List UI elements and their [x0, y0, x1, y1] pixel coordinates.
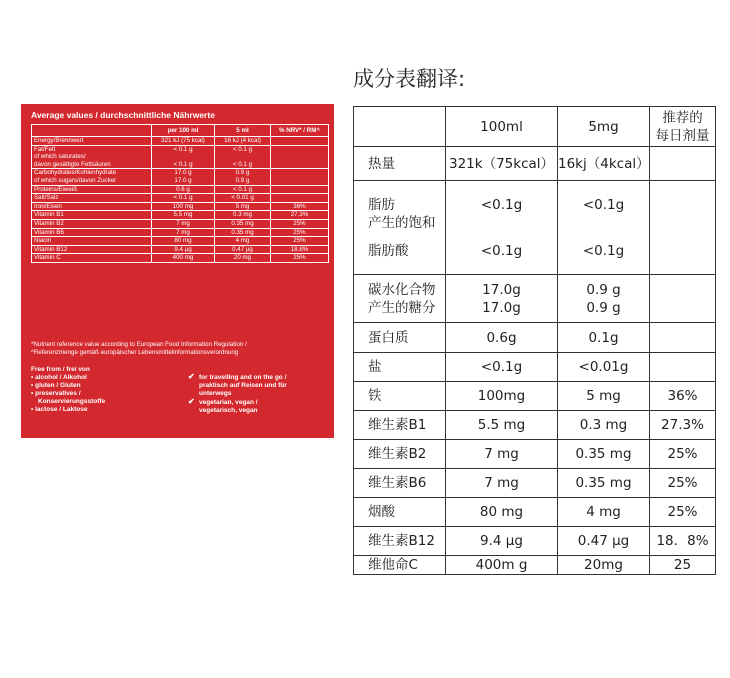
free-from-title: Free from / frei von — [31, 366, 90, 373]
cell-line: Energy/Brennwert — [34, 137, 84, 144]
cell-line — [273, 177, 326, 185]
cell-line: 25% — [667, 475, 698, 491]
cell-line: 25% — [667, 504, 698, 520]
label-footnotes — [31, 341, 247, 357]
cell-line: 盐 — [368, 359, 382, 375]
label-value-100ml — [152, 185, 215, 194]
free-from-item: • gluten / Gluten — [31, 382, 105, 390]
cell-line — [650, 155, 715, 173]
translation-value-100ml — [446, 411, 558, 440]
cell-line: 25% — [293, 254, 306, 262]
cell-line: Iron/Eisen — [34, 202, 62, 210]
translation-item-name — [354, 382, 446, 411]
cell-line: 热量 — [368, 155, 395, 172]
cell-line: Proteins/Eiweiß — [34, 185, 77, 193]
cell-line: 80 mg — [174, 237, 192, 245]
translation-row — [354, 498, 716, 527]
cell-line: 0.35 mg — [231, 219, 254, 227]
translation-item-name — [354, 323, 446, 353]
translation-value-100ml — [446, 469, 558, 498]
translation-daily-dose — [650, 107, 716, 147]
label-value-5ml — [215, 145, 271, 169]
cell-line: 400 mg — [172, 254, 194, 262]
translation-daily-dose — [650, 275, 716, 323]
translation-value-5mg — [558, 275, 650, 323]
label-value-5ml — [215, 185, 271, 194]
label-nrv — [271, 145, 329, 169]
translation-daily-dose — [650, 411, 716, 440]
translation-value-100ml — [446, 275, 558, 323]
cell-line — [368, 118, 445, 136]
cell-line: 100 mg — [172, 202, 194, 210]
claim-line: unterwegs — [199, 390, 232, 397]
translation-value-5mg — [558, 440, 650, 469]
cell-line: 36% — [667, 388, 698, 404]
translation-item-name — [354, 107, 446, 147]
label-header-cell: % NRV* / RM^ — [271, 125, 329, 137]
translation-value-5mg — [558, 469, 650, 498]
label-row — [32, 185, 329, 194]
cell-line: Vitamin B6 — [34, 228, 64, 236]
translation-item-name — [354, 556, 446, 575]
label-value-100ml — [152, 254, 215, 263]
label-nutrient-name — [32, 145, 152, 169]
label-row — [32, 145, 329, 169]
label-value-5ml — [215, 137, 271, 146]
free-from-item: • alcohol / Alkohol — [31, 374, 105, 382]
translation-value-100ml — [446, 147, 558, 181]
cell-line: < 0.1 g — [173, 145, 193, 153]
cell-line: 100mg — [477, 388, 526, 404]
label-row — [32, 245, 329, 254]
translation-daily-dose — [650, 556, 716, 575]
cell-line: 脂肪 — [368, 196, 395, 213]
translation-value-100ml — [446, 353, 558, 382]
label-row — [32, 211, 329, 220]
label-value-5ml — [215, 194, 271, 203]
cell-line: Vitamin B12 — [34, 245, 68, 253]
translation-item-name — [354, 181, 446, 275]
cell-line: 9.4 µg — [480, 533, 523, 549]
cell-line: 20 mg — [233, 254, 252, 262]
cell-line: 0.1g — [588, 329, 619, 346]
cell-line: 0.9 g — [235, 176, 250, 184]
cell-line: 25% — [293, 237, 306, 245]
free-from-item: Konservierungsstoffe — [38, 398, 106, 405]
translation-daily-dose — [650, 527, 716, 556]
label-row — [32, 254, 329, 263]
label-value-5ml — [215, 245, 271, 254]
translation-row — [354, 556, 716, 575]
cell-line: < 0.1 g — [173, 160, 193, 168]
claim-line: for travelling and on the go / — [199, 374, 287, 381]
cell-line: 0.35 mg — [231, 228, 254, 236]
cell-line: 5 mg — [586, 388, 621, 404]
cell-line: 烟酸 — [368, 504, 395, 520]
translation-daily-dose — [650, 181, 716, 275]
cell-line: 维生素B2 — [368, 446, 427, 462]
cell-line: 0.9 g — [586, 281, 621, 298]
translation-value-5mg — [558, 107, 650, 147]
translation-value-5mg — [558, 498, 650, 527]
translation-item-name — [354, 353, 446, 382]
label-row — [32, 219, 329, 228]
cell-line: 脂肪酸 — [368, 242, 409, 259]
cell-line: 0.9 g — [235, 169, 250, 177]
translation-value-5mg — [558, 411, 650, 440]
cell-line: 16kj（4kcal） — [558, 155, 650, 172]
cell-line: Carbohydrates/Kohlenhydrate — [34, 169, 117, 177]
cell-line — [273, 146, 326, 154]
cell-line — [446, 214, 557, 232]
translation-item-name — [354, 527, 446, 556]
cell-line — [273, 186, 326, 194]
translation-row — [354, 527, 716, 556]
cell-line: 维生素B6 — [368, 475, 427, 491]
cell-line: 0.3 mg — [233, 211, 252, 219]
translation-row — [354, 440, 716, 469]
cell-line: 5.5 mg — [477, 417, 526, 433]
translation-row — [354, 382, 716, 411]
cell-line — [650, 219, 715, 237]
translation-value-100ml — [446, 382, 558, 411]
label-value-100ml — [152, 169, 215, 185]
cell-line: 25 — [673, 557, 692, 573]
label-row — [32, 194, 329, 203]
claims-block — [188, 374, 287, 416]
cell-line: 7 mg — [484, 475, 519, 491]
label-value-100ml — [152, 245, 215, 254]
cell-line: 100ml — [480, 118, 523, 135]
cell-line: <0.1g — [582, 242, 625, 259]
translation-daily-dose — [650, 323, 716, 353]
cell-line: 25% — [293, 219, 306, 227]
cell-line: 0.35 mg — [575, 446, 632, 462]
cell-line: < 0.1 g — [232, 185, 253, 193]
translation-item-name — [354, 275, 446, 323]
label-footnote: *Nutrient reference value according to European Food Information Regulation / — [31, 341, 247, 348]
cell-line: of which sugars/davon Zucker — [34, 176, 117, 184]
cell-line: < 0.1 g — [232, 160, 253, 168]
checkmark-icon: ✔ — [188, 397, 195, 406]
cell-line: <0.01g — [578, 359, 629, 375]
label-value-5ml — [215, 219, 271, 228]
cell-line: 碳水化合物 — [368, 281, 436, 298]
translation-row — [354, 469, 716, 498]
translation-row — [354, 353, 716, 382]
cell-line: 17.0g — [482, 281, 521, 298]
translation-header-row — [354, 107, 716, 147]
cell-line: Vitamin B1 — [34, 211, 64, 219]
translation-value-100ml — [446, 181, 558, 275]
translation-item-name — [354, 440, 446, 469]
cell-line: 25% — [667, 446, 698, 462]
label-nrv — [271, 211, 329, 220]
label-nrv — [271, 185, 329, 194]
label-nrv — [271, 219, 329, 228]
cell-line — [273, 137, 326, 145]
label-nutrient-name — [32, 219, 152, 228]
translation-value-5mg — [558, 181, 650, 275]
label-nutrient-name — [32, 137, 152, 146]
label-value-5ml — [215, 169, 271, 185]
cell-line: < 0.1 g — [232, 145, 253, 153]
cell-line: 0.3 mg — [579, 417, 628, 433]
cell-line — [650, 290, 715, 308]
cell-line: 17.0g — [482, 299, 521, 316]
cell-line: 0.47 µg — [232, 245, 253, 253]
label-nrv — [271, 194, 329, 203]
label-nutrient-name — [32, 228, 152, 237]
label-header-cell: per 100 ml — [152, 125, 215, 137]
translation-value-5mg — [558, 382, 650, 411]
cell-line: Vitamin C — [34, 254, 61, 262]
cell-line: 321 kJ (75 kcal) — [161, 137, 205, 144]
cell-line: 4 mg — [235, 237, 250, 245]
cell-line: 20mg — [584, 557, 623, 573]
label-nrv — [271, 228, 329, 237]
cell-line: <0.1g — [480, 196, 523, 213]
label-value-100ml — [152, 211, 215, 220]
label-row — [32, 202, 329, 211]
cell-line: 7 mg — [176, 228, 190, 236]
translation-value-5mg — [558, 527, 650, 556]
translation-row — [354, 275, 716, 323]
label-value-100ml — [152, 194, 215, 203]
label-value-5ml — [215, 211, 271, 220]
translation-daily-dose — [650, 382, 716, 411]
label-row — [32, 228, 329, 237]
translation-item-name — [354, 469, 446, 498]
claim-line: praktisch auf Reisen und für — [199, 382, 287, 389]
label-row — [32, 137, 329, 146]
translation-item-name — [354, 147, 446, 181]
cell-line: < 0.1 g — [173, 194, 193, 202]
translation-value-100ml — [446, 498, 558, 527]
claim-item — [188, 374, 287, 398]
label-row — [32, 237, 329, 246]
label-nrv — [271, 169, 329, 185]
label-value-5ml — [215, 202, 271, 211]
cell-line: 维他命C — [368, 557, 418, 573]
label-value-5ml — [215, 254, 271, 263]
checkmark-icon: ✔ — [188, 372, 195, 381]
cell-line: 5.5 mg — [173, 211, 193, 219]
cell-line — [273, 153, 326, 161]
cell-line: 每日剂量 — [655, 127, 710, 144]
cell-line: < 0.01 g — [231, 194, 254, 202]
translation-daily-dose — [650, 498, 716, 527]
free-from-item: • lactose / Laktose — [31, 406, 105, 414]
cell-line: 7 mg — [484, 446, 519, 462]
label-header-cell — [32, 125, 152, 137]
label-value-5ml — [215, 228, 271, 237]
cell-line: <0.1g — [480, 242, 523, 259]
label-value-100ml — [152, 145, 215, 169]
cell-line: 铁 — [368, 388, 382, 404]
label-nutrient-name — [32, 245, 152, 254]
label-nrv — [271, 245, 329, 254]
claim-line: vegetarisch, vegan — [199, 407, 258, 414]
cell-line: 5 mg — [235, 202, 250, 210]
cell-line — [273, 161, 326, 169]
translation-daily-dose — [650, 147, 716, 181]
cell-line: <0.1g — [582, 196, 625, 213]
cell-line: 16 kJ (4 kcal) — [224, 137, 261, 144]
translation-value-100ml — [446, 556, 558, 575]
translation-value-5mg — [558, 556, 650, 575]
translation-daily-dose — [650, 353, 716, 382]
cell-line: 80 mg — [479, 504, 524, 520]
cell-line: 4 mg — [586, 504, 621, 520]
cell-line: of which saturates/ — [34, 153, 86, 161]
cell-line: 7 mg — [176, 219, 190, 227]
translation-item-name — [354, 498, 446, 527]
nutrition-label — [21, 104, 334, 438]
cell-line: 产生的饱和 — [368, 214, 436, 231]
cell-line: 25% — [293, 228, 306, 236]
cell-line — [650, 358, 715, 376]
cell-line: 0.47 µg — [577, 533, 630, 549]
cell-line: 推荐的 — [662, 109, 703, 126]
label-nutrient-name — [32, 169, 152, 185]
cell-line: Salt/Salz — [34, 194, 59, 202]
translation-value-5mg — [558, 147, 650, 181]
translation-title: 成分表翻译: — [353, 67, 466, 91]
cell-line: 0.9 g — [586, 299, 621, 316]
label-value-100ml — [152, 237, 215, 246]
translation-row — [354, 411, 716, 440]
cell-line — [154, 153, 212, 161]
label-title: Average values / durchschnittliche Nährwerte — [31, 110, 215, 120]
label-table — [31, 124, 329, 263]
cell-line: 17.0 g — [174, 169, 192, 177]
translation-daily-dose — [650, 469, 716, 498]
label-header-cell: 5 ml — [215, 125, 271, 137]
cell-line: 0.35 mg — [575, 475, 632, 491]
cell-line: Fat/Fett — [34, 145, 56, 153]
cell-line: 蛋白质 — [368, 329, 409, 346]
label-header-row — [32, 125, 329, 137]
translation-row — [354, 323, 716, 353]
label-nutrient-name — [32, 237, 152, 246]
translation-item-name — [354, 411, 446, 440]
translation-value-100ml — [446, 440, 558, 469]
cell-line — [558, 214, 649, 232]
translation-value-100ml — [446, 527, 558, 556]
cell-line: 5mg — [588, 118, 619, 135]
label-nrv — [271, 254, 329, 263]
label-value-100ml — [152, 219, 215, 228]
cell-line: 36% — [293, 202, 306, 210]
label-nutrient-name — [32, 211, 152, 220]
cell-line: 18.8% — [290, 245, 309, 253]
cell-line: 产生的糖分 — [368, 299, 436, 316]
free-from-block — [31, 366, 105, 414]
translation-value-5mg — [558, 323, 650, 353]
cell-line: 27.3% — [290, 211, 309, 219]
cell-line: 维生素B1 — [368, 417, 427, 433]
free-from-item: • preservatives / — [31, 390, 105, 398]
label-nrv — [271, 202, 329, 211]
claim-item — [188, 399, 287, 415]
label-row — [32, 169, 329, 185]
translation-value-100ml — [446, 107, 558, 147]
label-nutrient-name — [32, 254, 152, 263]
translation-daily-dose — [650, 440, 716, 469]
cell-line: Niacin — [34, 237, 52, 245]
cell-line: 0.6g — [486, 329, 517, 346]
translation-value-5mg — [558, 353, 650, 382]
cell-line: 400m g — [475, 557, 528, 573]
translation-table — [353, 106, 716, 575]
cell-line: 17.0 g — [174, 176, 192, 184]
cell-line: 27.3% — [661, 417, 704, 433]
cell-line — [273, 169, 326, 177]
translation-value-100ml — [446, 323, 558, 353]
cell-line: 维生素B12 — [368, 533, 435, 549]
label-footnote: ^Referenzmenge gemäß europäischer Lebensmittelinformationsverordnung — [31, 349, 239, 356]
claim-line: vegetarian, vegan / — [199, 399, 258, 406]
cell-line: Vitamin B2 — [34, 219, 64, 227]
label-nutrient-name — [32, 202, 152, 211]
label-nrv — [271, 137, 329, 146]
translation-row — [354, 181, 716, 275]
translation-row — [354, 147, 716, 181]
label-value-100ml — [152, 202, 215, 211]
cell-line: davon gesättigte Fettsäuren — [34, 160, 111, 168]
cell-line — [650, 329, 715, 347]
cell-line: 321k（75kcal） — [448, 155, 555, 172]
cell-line: 0.6 g — [176, 185, 190, 193]
cell-line: 9.4 µg — [174, 245, 192, 253]
label-value-100ml — [152, 228, 215, 237]
label-nutrient-name — [32, 194, 152, 203]
cell-line: 18．8% — [656, 533, 709, 549]
cell-line — [217, 153, 268, 161]
cell-line — [273, 194, 326, 202]
label-value-5ml — [215, 237, 271, 246]
label-value-100ml — [152, 137, 215, 146]
label-nutrient-name — [32, 185, 152, 194]
cell-line: <0.1g — [480, 359, 523, 375]
label-nrv — [271, 237, 329, 246]
